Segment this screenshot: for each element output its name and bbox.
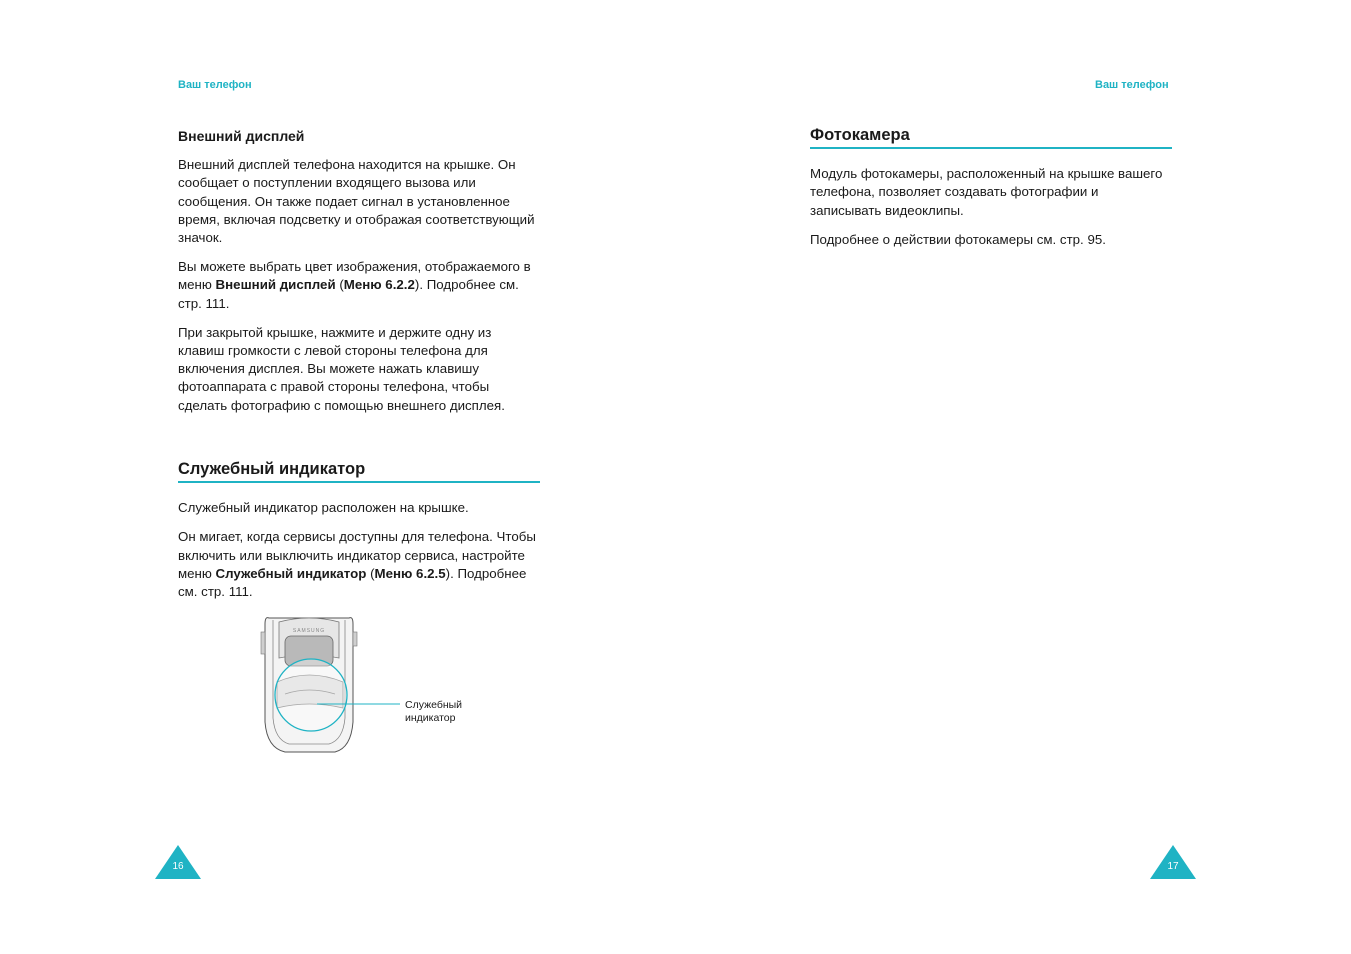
camera-section bbox=[810, 126, 1172, 260]
page-number-right: 17 bbox=[1167, 861, 1179, 872]
service-indicator-para-2 bbox=[178, 528, 540, 601]
para-text: Вы можете выбрать цвет изображения, отображаемого в меню bbox=[178, 259, 531, 293]
phone-brand-label: SAMSUNG bbox=[292, 628, 326, 634]
page-number-marker-left bbox=[155, 845, 201, 879]
camera-title: Фотокамера bbox=[810, 126, 1172, 149]
external-display-para-1: Внешний дисплей телефона находится на крышке. Он сообщает о поступлении входящего вызова или сообщения. Он также подает сигнал в установленное время, включая подсветку и отображая соответствующий значок. bbox=[178, 157, 535, 246]
callout-line-2: индикатор bbox=[405, 711, 456, 724]
para-text: Он мигает, когда сервисы доступны для телефона. Чтобы включить или выключить индикатор сервиса, настройте меню bbox=[178, 529, 536, 581]
running-head-left: Ваш телефон bbox=[178, 79, 252, 91]
para-text: ). Подробнее см. стр. 111. bbox=[178, 565, 527, 600]
camera-para-1: Модуль фотокамеры, расположенный на крышке вашего телефона, позволяет создавать фотографии и записывать видеоклипы. bbox=[810, 166, 1163, 218]
service-indicator-callout bbox=[405, 699, 462, 724]
phone-drawing bbox=[255, 612, 485, 757]
menu-number: Меню 6.2.2 bbox=[343, 277, 415, 293]
external-display-para-3: При закрытой крышке, нажмите и держите одну из клавиш громкости с левой стороны телефона для включения дисплея. Вы можете нажать клавишу фотоаппарата с правой стороны телефона, чтобы сделать фотографию с помощью внешнего дисплея. bbox=[178, 324, 505, 413]
page-number-marker-right bbox=[1150, 845, 1196, 879]
para-text: ). Подробнее см. стр. 111. bbox=[178, 277, 519, 311]
camera-para-2: Подробнее о действии фотокамеры см. стр. 95. bbox=[810, 231, 1106, 247]
menu-number: Меню 6.2.5 bbox=[374, 565, 446, 581]
external-display-section bbox=[178, 127, 540, 426]
menu-name: Внешний дисплей bbox=[215, 277, 336, 293]
callout-line-1: Служебный bbox=[405, 699, 463, 711]
external-display-para-2 bbox=[178, 258, 540, 313]
para-text: ( bbox=[335, 277, 344, 293]
service-indicator-title: Служебный индикатор bbox=[178, 460, 540, 483]
running-head-right: Ваш телефон bbox=[1095, 79, 1169, 91]
page-number-left: 16 bbox=[172, 861, 184, 872]
service-indicator-section bbox=[178, 460, 540, 612]
external-display-title: Внешний дисплей bbox=[178, 128, 305, 144]
service-indicator-para-1: Служебный индикатор расположен на крышке. bbox=[178, 500, 469, 516]
menu-name: Служебный индикатор bbox=[215, 565, 367, 581]
para-text: ( bbox=[366, 565, 375, 581]
phone-illustration bbox=[255, 612, 485, 757]
